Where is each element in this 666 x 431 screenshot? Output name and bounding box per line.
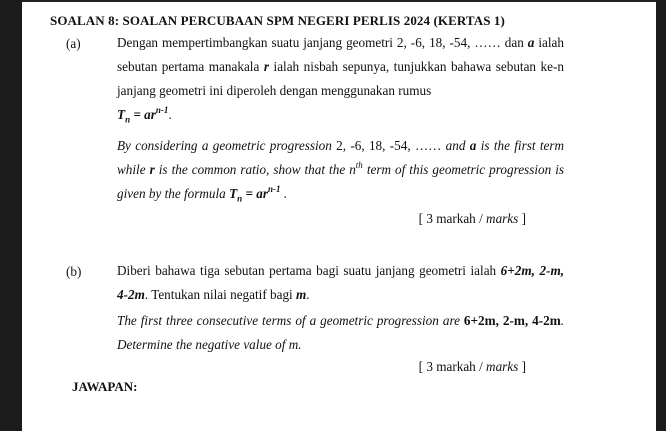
part-a-malay-formula: $T_n = ar^{n-1}$ <box>117 104 169 125</box>
part-a-english-end: . <box>280 186 288 201</box>
part-a-malay-var-r: r <box>263 59 269 74</box>
part-b-malay-text <box>117 259 564 307</box>
part-a-english-text3: is the first term while <box>117 138 564 177</box>
right-dark-border <box>656 0 666 431</box>
part-a-malay-end: . <box>168 107 172 122</box>
part-a-english-text1: By considering a geometric progression <box>117 138 337 153</box>
part-a-english-seq: 2, -6, 18, -54, …… <box>336 138 442 153</box>
part-b-malay-var-m: m <box>296 287 307 302</box>
part-a-malay-text2: ialah sebutan pertama manakala <box>117 35 564 74</box>
part-a-label: (a) <box>66 36 81 51</box>
part-b-malay-end: . <box>306 287 310 302</box>
part-a-malay-text1: Dengan mempertimbangkan suatu janjang geometri 2, -6, 18, -54, …… dan <box>117 35 528 50</box>
part-a-english-th: th <box>355 159 363 170</box>
part-a-english-text2: and <box>441 138 470 153</box>
part-b-malay-text2: . Tentukan nilai negatif bagi <box>144 287 297 302</box>
part-a-marks: [ 3 markah / marks ] <box>418 211 526 226</box>
part-a-malay-text3: ialah nisbah sepunya, tunjukkan bahawa sebutan ke-n janjang geometri ini diperoleh dengan menggunakan rumus <box>117 59 564 98</box>
part-a-english-var-r: r <box>149 162 155 177</box>
part-a-malay-text <box>117 31 564 127</box>
part-b-malay-text1: Diberi bahawa tiga sebutan pertama bagi suatu janjang geometri ialah <box>117 263 501 278</box>
part-a-english-formula: $T_n = ar^{n-1}$ <box>229 183 281 204</box>
part-a-english-text5: term of this geometric progression is given by the formula <box>117 162 564 201</box>
part-a-malay-var-a: a <box>527 35 535 50</box>
part-b-malay-terms: 6+2m, 2-m, 4-2m <box>117 263 565 302</box>
question-sheet <box>22 2 656 431</box>
part-a-english-var-a: a <box>469 138 477 153</box>
part-b-english-text <box>117 309 564 357</box>
question-title: SOALAN 8: SOALAN PERCUBAAN SPM NEGERI PERLIS 2024 (KERTAS 1) <box>50 13 505 28</box>
part-b-english-terms: 6+2m, 2-m, 4-2m <box>463 313 561 328</box>
part-a-english-text4: is the common ratio, show that the n <box>154 162 356 177</box>
part-b-english-text2: . Determine the negative value of m. <box>117 313 564 352</box>
part-a-english-text <box>117 134 564 206</box>
answer-label: JAWAPAN: <box>72 379 138 394</box>
part-b-english-text1: The first three consecutive terms of a geometric progression are <box>117 313 464 328</box>
left-dark-border <box>0 0 22 431</box>
part-b-label: (b) <box>66 264 82 279</box>
part-b-marks: [ 3 markah / marks ] <box>418 359 526 374</box>
